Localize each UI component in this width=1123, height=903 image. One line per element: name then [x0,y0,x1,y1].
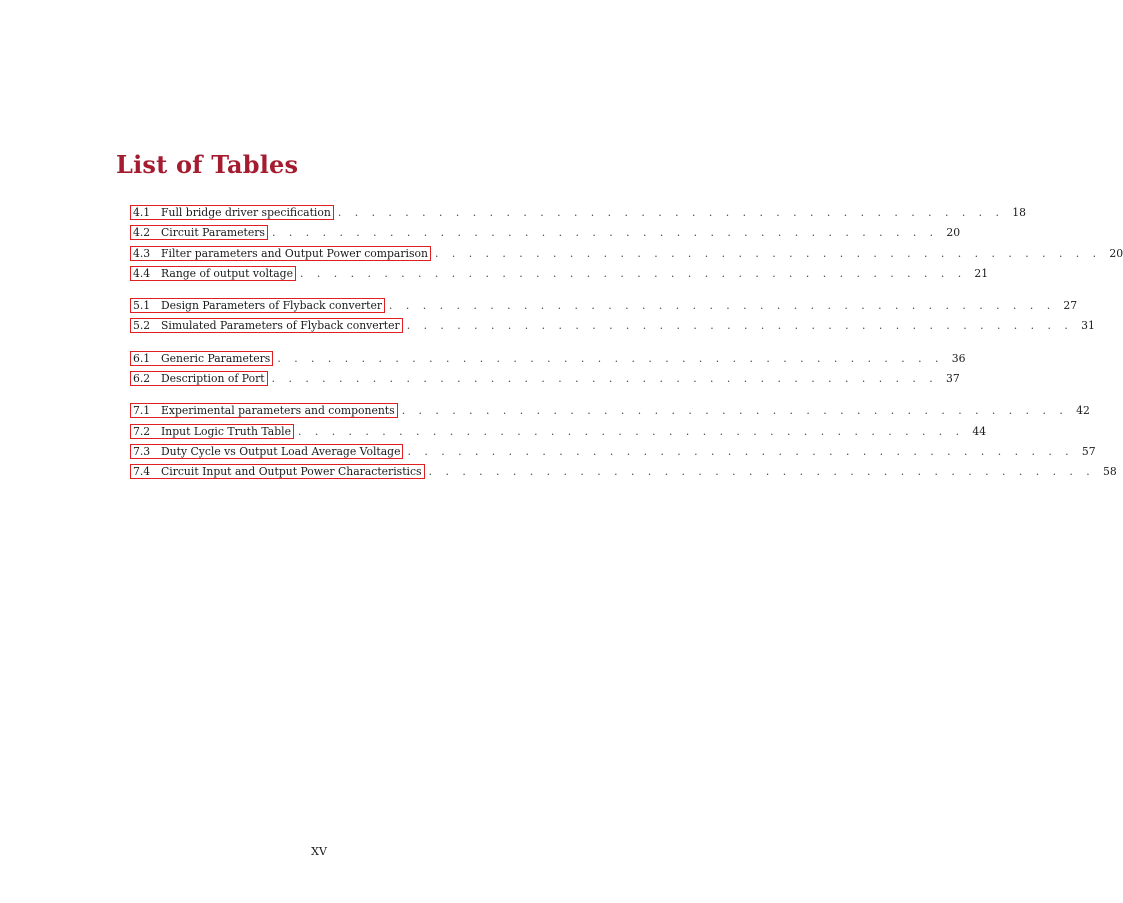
toc-group [130,298,1095,339]
table-page-number: 37 [945,372,960,386]
table-entry [130,371,960,391]
dot-leader: . . . . . . . . . . . . . . . . . . . . . . . . . . . . . . . . . . . . . . . . [297,424,965,438]
table-entry-link[interactable] [130,266,296,281]
table-number: 6.2 [133,372,151,386]
table-entry [130,403,1090,423]
dot-leader: . . . . . . . . . . . . . . . . . . . . . . . . . . . . . . . . . . . . . . . . [271,372,938,386]
dot-leader: . . . . . . . . . . . . . . . . . . . . . . . . . . . . . . . . . . . . . . . . [337,206,1004,219]
table-page-number: 58 [1102,465,1117,479]
table-page-number: 20 [1109,246,1123,260]
toc-group [130,351,966,392]
table-entry [130,351,966,371]
dot-leader: . . . . . . . . . . . . . . . . . . . . . . . . . . . . . . . . . . . . . . . . [428,465,1095,479]
table-page-number: 36 [951,351,966,365]
table-number: 4.1 [133,206,151,219]
dot-leader: . . . . . . . . . . . . . . . . . . . . . . . . . . . . . . . . . . . . . . . . [406,319,1073,333]
table-page-number: 44 [972,424,987,438]
table-title: Duty Cycle vs Output Load Average Voltage [161,444,401,458]
table-entry-link[interactable] [130,351,273,366]
dot-leader: . . . . . . . . . . . . . . . . . . . . . . . . . . . . . . . . . . . . . . . . [300,266,967,280]
table-number: 7.1 [133,404,151,418]
table-number: 4.2 [133,226,151,240]
table-page-number: 57 [1081,444,1096,458]
table-number: 5.1 [133,299,151,313]
table-number: 7.3 [133,444,151,458]
dot-leader: . . . . . . . . . . . . . . . . . . . . . . . . . . . . . . . . . . . . . . . . [389,299,1056,313]
table-entry [130,444,1096,464]
table-entry-link[interactable] [130,424,294,439]
table-entry [130,266,989,286]
table-entry-link[interactable] [130,371,268,386]
table-entry [130,298,1078,318]
table-title: Input Logic Truth Table [161,424,291,438]
page-number: XV [311,845,327,858]
table-page-number: 42 [1076,404,1090,418]
table-number: 7.4 [133,465,151,479]
table-entry [130,246,1123,266]
table-number: 7.2 [133,424,151,438]
table-title: Design Parameters of Flyback converter [161,299,383,313]
table-title: Full bridge driver specification [161,206,331,219]
table-title: Circuit Input and Output Power Characteristics [161,465,422,479]
table-entry-link[interactable] [130,298,385,313]
dot-leader: . . . . . . . . . . . . . . . . . . . . . . . . . . . . . . . . . . . . . . . . [434,246,1102,260]
table-title: Simulated Parameters of Flyback converter [161,319,400,333]
table-entry-link[interactable] [130,444,403,459]
table-title: Circuit Parameters [161,226,265,240]
table-title: Experimental parameters and components [161,404,395,418]
table-page-number: 27 [1063,299,1078,313]
table-entry [130,205,1026,225]
table-number: 5.2 [133,319,151,333]
list-of-tables [130,205,1123,497]
table-entry [130,464,1117,484]
table-page-number: 18 [1012,206,1026,219]
table-entry-link[interactable] [130,246,431,261]
table-title: Filter parameters and Output Power comparison [161,246,428,260]
table-entry-link[interactable] [130,318,403,333]
table-title: Generic Parameters [161,351,271,365]
page-title: List of Tables [116,150,299,179]
dot-leader: . . . . . . . . . . . . . . . . . . . . . . . . . . . . . . . . . . . . . . . . [277,351,944,365]
table-page-number: 20 [946,226,961,240]
table-number: 4.3 [133,246,151,260]
table-entry [130,318,1095,338]
table-title: Range of output voltage [161,266,293,280]
table-number: 6.1 [133,351,151,365]
toc-group [130,403,1117,484]
table-entry-link[interactable] [130,225,268,240]
table-entry-link[interactable] [130,205,334,220]
dot-leader: . . . . . . . . . . . . . . . . . . . . . . . . . . . . . . . . . . . . . . . . [401,404,1068,418]
table-entry [130,424,987,444]
table-title: Description of Port [161,372,265,386]
table-entry-link[interactable] [130,464,425,479]
table-entry [130,225,961,245]
dot-leader: . . . . . . . . . . . . . . . . . . . . . . . . . . . . . . . . . . . . . . . . [407,444,1074,458]
table-page-number: 31 [1081,319,1095,333]
table-entry-link[interactable] [130,403,398,418]
table-page-number: 21 [974,266,989,280]
toc-group [130,205,1123,286]
dot-leader: . . . . . . . . . . . . . . . . . . . . . . . . . . . . . . . . . . . . . . . . [271,226,939,240]
table-number: 4.4 [133,266,151,280]
